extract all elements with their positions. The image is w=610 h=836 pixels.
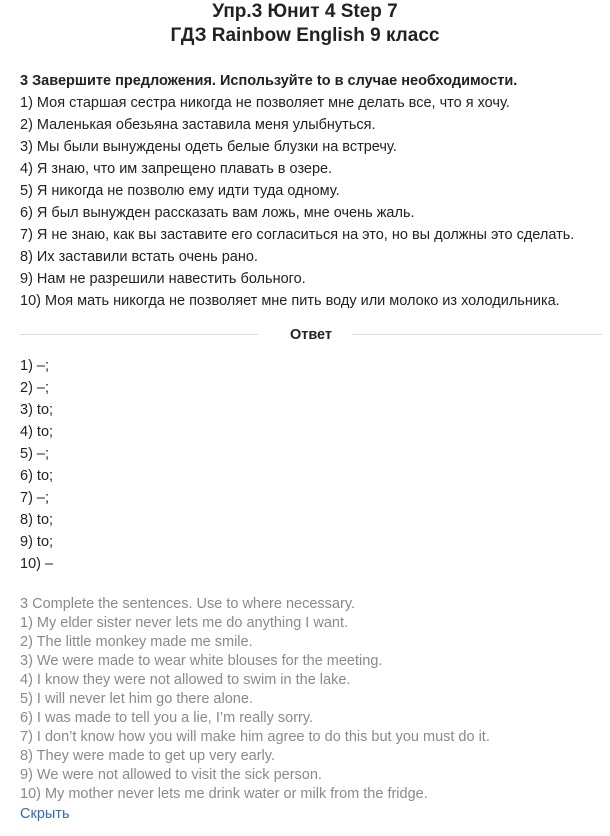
task-item: 6) Я был вынужден рассказать вам ложь, мне очень жаль.	[20, 205, 415, 221]
task-item: 5) Я никогда не позволю ему идти туда одному.	[20, 183, 340, 199]
answers-list	[20, 355, 53, 575]
answer-item: 7) –;	[20, 490, 50, 506]
hide-link[interactable]: Скрыть	[20, 806, 70, 822]
task-item: 4) Я знаю, что им запрещено плавать в озере.	[20, 161, 333, 177]
answer-label: Ответ	[289, 327, 333, 343]
page-title-line1: Упр.3 Юнит 4 Step 7	[212, 1, 398, 22]
task-item: 7) Я не знаю, как вы заставите его согласиться на это, но вы должны это сделать.	[20, 227, 575, 243]
english-item: 1) My elder sister never lets me do anything I want.	[20, 615, 349, 631]
english-item: 4) I know they were not allowed to swim in the lake.	[20, 672, 351, 688]
answer-item: 8) to;	[20, 512, 54, 528]
english-item: 6) I was made to tell you a lie, I’m really sorry.	[20, 710, 314, 726]
task-item: 9) Нам не разрешили навестить больного.	[20, 271, 306, 287]
answer-item: 6) to;	[20, 468, 54, 484]
answer-item: 2) –;	[20, 380, 50, 396]
task-item: 8) Их заставили встать очень рано.	[20, 249, 258, 265]
task-item: 2) Маленькая обезьяна заставила меня улыбнуться.	[20, 117, 376, 133]
english-translation	[20, 595, 490, 804]
english-item: 5) I will never let him go there alone.	[20, 691, 253, 707]
task-block	[20, 70, 600, 312]
answer-item: 10) –	[20, 556, 54, 572]
page-title-line2: ГДЗ Rainbow English 9 класс	[170, 25, 440, 46]
divider-line-right	[352, 334, 602, 335]
task-heading: 3 Завершите предложения. Используйте to в случае необходимости.	[20, 73, 518, 89]
task-item: 10) Моя мать никогда не позволяет мне пить воду или молоко из холодильника.	[20, 293, 560, 309]
english-item: 9) We were not allowed to visit the sick person.	[20, 767, 322, 783]
answer-divider	[20, 324, 602, 346]
answer-item: 5) –;	[20, 446, 50, 462]
english-item: 3) We were made to wear white blouses for the meeting.	[20, 653, 383, 669]
english-item: 7) I don’t know how you will make him agree to do this but you must do it.	[20, 729, 490, 745]
answer-item: 4) to;	[20, 424, 54, 440]
english-item: 10) My mother never lets me drink water or milk from the fridge.	[20, 786, 428, 802]
english-item: 8) They were made to get up very early.	[20, 748, 275, 764]
answer-item: 3) to;	[20, 402, 54, 418]
answer-item: 1) –;	[20, 358, 50, 374]
task-item: 1) Моя старшая сестра никогда не позволяет мне делать все, что я хочу.	[20, 95, 510, 111]
answer-item: 9) to;	[20, 534, 54, 550]
task-item: 3) Мы были вынуждены одеть белые блузки на встречу.	[20, 139, 397, 155]
english-heading: 3 Complete the sentences. Use to where necessary.	[20, 596, 356, 612]
english-item: 2) The little monkey made me smile.	[20, 634, 253, 650]
